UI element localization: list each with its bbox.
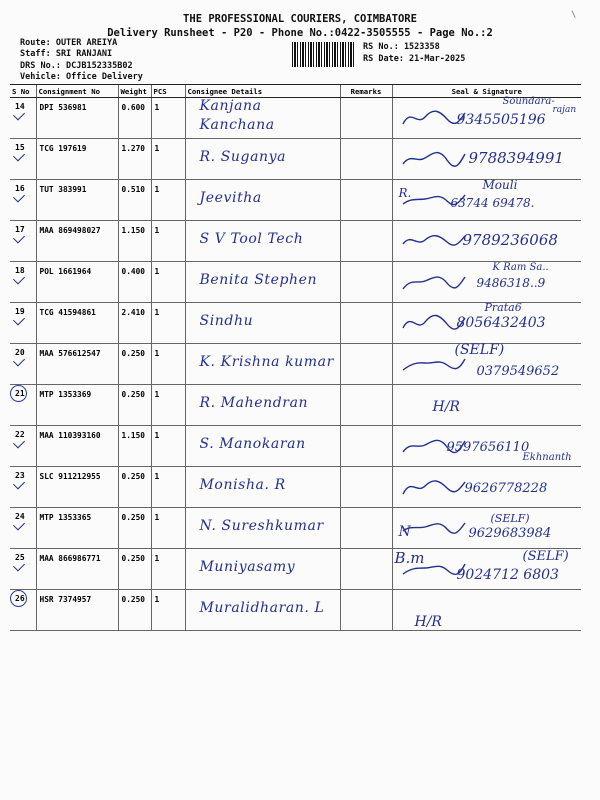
remarks-cell — [340, 385, 392, 426]
serial-number: 24 — [15, 512, 25, 521]
signature-cell — [392, 590, 581, 631]
consignment-number-cell — [36, 467, 118, 508]
pieces-count: 1 — [154, 103, 160, 112]
signature-cell — [392, 344, 581, 385]
signature-text: H/R — [414, 614, 442, 630]
table-row — [10, 549, 581, 590]
signature-text: (SELF) — [490, 512, 530, 525]
weight-value: 0.250 — [121, 472, 145, 481]
pieces-count-cell — [151, 180, 185, 221]
sno-cell — [10, 262, 36, 303]
pieces-count-cell — [151, 549, 185, 590]
drs-number: DRS No.: DCJB152335B02 — [20, 61, 133, 71]
consignment-number-cell — [36, 262, 118, 303]
consignment-number: TCG 41594861 — [39, 308, 96, 317]
sno-cell — [10, 98, 36, 139]
weight-value-cell — [118, 262, 151, 303]
weight-value-cell — [118, 180, 151, 221]
consignee-name: S V Tool Tech — [199, 231, 304, 247]
weight-value: 0.250 — [121, 595, 145, 604]
document-title: THE PROFESSIONAL COURIERS, COIMBATORE — [183, 13, 417, 25]
table-header-row — [10, 85, 581, 98]
consignment-number: MTP 1353369 — [39, 390, 92, 399]
pieces-count-cell — [151, 344, 185, 385]
signature-text: B.m — [394, 549, 425, 567]
weight-value: 0.250 — [121, 513, 145, 522]
consignment-number: MAA 869498027 — [39, 226, 101, 235]
table-row — [10, 385, 581, 426]
consignment-number: TUT 383991 — [39, 185, 87, 194]
consignment-number-cell — [36, 426, 118, 467]
signature-cell — [392, 385, 581, 426]
consignment-number: POL 1661964 — [39, 267, 92, 276]
sno-cell — [10, 426, 36, 467]
signature-text: R. — [398, 186, 412, 200]
signature-cell — [392, 467, 581, 508]
col-seal-signature: Seal & Signature — [392, 85, 581, 98]
circle-mark-icon — [10, 385, 27, 402]
consignee-cell — [185, 426, 340, 467]
consignee-name-line2: Kanchana — [199, 117, 275, 133]
signature-text: (SELF) — [522, 549, 569, 564]
remarks-cell — [340, 344, 392, 385]
pieces-count-cell — [151, 98, 185, 139]
rs-number: RS No.: 1523358 — [363, 42, 440, 52]
sno-cell — [10, 385, 36, 426]
weight-value: 0.250 — [121, 390, 145, 399]
table-row — [10, 303, 581, 344]
remarks-cell — [340, 426, 392, 467]
consignment-number-cell — [36, 549, 118, 590]
consignment-number-cell — [36, 139, 118, 180]
table-row — [10, 426, 581, 467]
consignment-number-cell — [36, 221, 118, 262]
col-sno: S No — [10, 85, 36, 98]
signature — [393, 139, 596, 179]
consignee-name: Muniyasamy — [199, 559, 296, 575]
signature-cell — [392, 303, 581, 344]
pieces-count: 1 — [154, 267, 160, 276]
consignee-cell — [185, 139, 340, 180]
signature-text: 9626778228 — [464, 481, 548, 496]
table-row — [10, 467, 581, 508]
serial-number: 15 — [15, 143, 25, 152]
signature-text: Prata6 — [484, 301, 522, 314]
table-row — [10, 262, 581, 303]
signature — [393, 98, 596, 138]
col-remarks: Remarks — [340, 85, 392, 98]
signature — [393, 221, 596, 261]
table-row — [10, 590, 581, 631]
table-row — [10, 508, 581, 549]
consignment-number: TCG 197619 — [39, 144, 87, 153]
table-row — [10, 98, 581, 139]
weight-value-cell — [118, 98, 151, 139]
consignment-number-cell — [36, 590, 118, 631]
pieces-count: 1 — [154, 595, 160, 604]
remarks-cell — [340, 139, 392, 180]
weight-value-cell — [118, 303, 151, 344]
pieces-count: 1 — [154, 144, 160, 153]
pieces-count-cell — [151, 303, 185, 344]
signature-scribble — [399, 142, 469, 176]
signature-text: 9629683984 — [468, 526, 552, 541]
consignee-name: K. Krishna kumar — [199, 354, 334, 370]
pieces-count: 1 — [154, 226, 160, 235]
sno-cell — [10, 549, 36, 590]
signature-scribble — [399, 224, 469, 258]
consignee-cell — [185, 98, 340, 139]
consignee-cell — [185, 385, 340, 426]
sno-cell — [10, 590, 36, 631]
weight-value: 0.250 — [121, 554, 145, 563]
signature-cell — [392, 180, 581, 221]
serial-number: 26 — [15, 594, 25, 603]
consignment-number: MAA 866986771 — [39, 554, 101, 563]
consignment-number-cell — [36, 98, 118, 139]
weight-value: 0.250 — [121, 349, 145, 358]
signature-text: K Ram Sa.. — [492, 262, 549, 273]
consignment-number: HSR 7374957 — [39, 595, 92, 604]
serial-number: 23 — [15, 471, 25, 480]
weight-value-cell — [118, 426, 151, 467]
consignee-name: R. Mahendran — [199, 395, 309, 411]
pieces-count-cell — [151, 426, 185, 467]
serial-number: 18 — [15, 266, 25, 275]
rs-date: RS Date: 21-Mar-2025 — [363, 54, 466, 64]
signature-cell — [392, 426, 581, 467]
col-consignment: Consignment No — [36, 85, 118, 98]
signature — [393, 344, 596, 384]
consignment-number-cell — [36, 508, 118, 549]
consignment-number: MAA 576612547 — [39, 349, 101, 358]
consignee-cell — [185, 549, 340, 590]
weight-value-cell — [118, 508, 151, 549]
signature — [393, 426, 596, 466]
weight-value: 1.150 — [121, 431, 145, 440]
remarks-cell — [340, 508, 392, 549]
consignee-cell — [185, 180, 340, 221]
serial-number: 25 — [15, 553, 25, 562]
sno-cell — [10, 139, 36, 180]
pieces-count: 1 — [154, 308, 160, 317]
pieces-count: 1 — [154, 472, 160, 481]
pieces-count: 1 — [154, 554, 160, 563]
consignment-number: SLC 911212955 — [39, 472, 101, 481]
col-consignee: Consignee Details — [185, 85, 340, 98]
signature-text: 8056432403 — [456, 315, 546, 331]
signature — [393, 590, 596, 630]
signature-cell — [392, 98, 581, 139]
signature-text: rajan — [552, 105, 577, 115]
remarks-cell — [340, 180, 392, 221]
sno-cell — [10, 508, 36, 549]
table-row — [10, 344, 581, 385]
weight-value-cell — [118, 467, 151, 508]
consignment-number-cell — [36, 344, 118, 385]
consignee-name: Sindhu — [199, 313, 254, 329]
signature-scribble — [399, 470, 469, 504]
signature-cell — [392, 549, 581, 590]
pieces-count-cell — [151, 139, 185, 180]
serial-number: 21 — [15, 389, 25, 398]
consignee-name: Monisha. R — [199, 477, 286, 493]
signature-text: 9024712 6803 — [456, 567, 559, 583]
signature-text: 63744 69478. — [450, 196, 535, 210]
weight-value-cell — [118, 344, 151, 385]
consignee-name: Muralidharan. L — [199, 600, 325, 616]
weight-value: 2.410 — [121, 308, 145, 317]
pieces-count: 1 — [154, 349, 160, 358]
col-weight: Weight — [118, 85, 151, 98]
signature-cell — [392, 262, 581, 303]
remarks-cell — [340, 303, 392, 344]
pieces-count: 1 — [154, 513, 160, 522]
weight-value-cell — [118, 385, 151, 426]
consignment-number-cell — [36, 385, 118, 426]
consignment-number-cell — [36, 180, 118, 221]
consignee-cell — [185, 344, 340, 385]
signature-text: 9788394991 — [468, 149, 564, 167]
weight-value: 1.270 — [121, 144, 145, 153]
remarks-cell — [340, 262, 392, 303]
signature-text: 0379549652 — [476, 364, 560, 379]
pieces-count-cell — [151, 590, 185, 631]
signature — [393, 508, 596, 548]
serial-number: 20 — [15, 348, 25, 357]
pieces-count-cell — [151, 385, 185, 426]
weight-value-cell — [118, 590, 151, 631]
consignee-cell — [185, 508, 340, 549]
consignee-cell — [185, 221, 340, 262]
sno-cell — [10, 303, 36, 344]
signature — [393, 180, 596, 220]
weight-value-cell — [118, 221, 151, 262]
staff-label: Staff: SRI RANJANI — [20, 49, 113, 59]
sno-cell — [10, 467, 36, 508]
pieces-count: 1 — [154, 390, 160, 399]
sno-cell — [10, 221, 36, 262]
signature — [393, 385, 596, 425]
consignee-name: Benita Stephen — [199, 272, 318, 288]
consignment-number-cell — [36, 303, 118, 344]
circle-mark-icon — [10, 590, 27, 607]
consignee-cell — [185, 303, 340, 344]
consignee-name: N. Sureshkumar — [199, 518, 324, 534]
document-subtitle: Delivery Runsheet - P20 - Phone No.:0422-3505555 - Page No.:2 — [107, 27, 493, 39]
signature-text: Soundara- — [502, 96, 555, 107]
weight-value: 0.400 — [121, 267, 145, 276]
remarks-cell — [340, 590, 392, 631]
signature-text: Mouli — [482, 178, 518, 192]
table-row — [10, 139, 581, 180]
consignee-cell — [185, 467, 340, 508]
pieces-count-cell — [151, 508, 185, 549]
pieces-count: 1 — [154, 431, 160, 440]
signature-text: 9789236068 — [462, 231, 558, 249]
remarks-cell — [340, 549, 392, 590]
table-row — [10, 180, 581, 221]
signature-cell — [392, 221, 581, 262]
signature-text: 9486318..9 — [476, 276, 546, 290]
weight-value-cell — [118, 549, 151, 590]
sno-cell — [10, 180, 36, 221]
consignee-cell — [185, 590, 340, 631]
weight-value: 0.510 — [121, 185, 145, 194]
consignee-name: S. Manokaran — [199, 436, 306, 452]
consignment-number: MAA 110393160 — [39, 431, 101, 440]
consignee-cell — [185, 262, 340, 303]
signature-text: 9597656110 — [446, 440, 530, 455]
remarks-cell — [340, 467, 392, 508]
remarks-cell — [340, 98, 392, 139]
pieces-count: 1 — [154, 185, 160, 194]
route-label: Route: OUTER AREIYA — [20, 38, 118, 48]
serial-number: 22 — [15, 430, 25, 439]
signature — [393, 467, 596, 507]
signature-cell — [392, 508, 581, 549]
consignment-number: DPI 536981 — [39, 103, 87, 112]
signature-text: (SELF) — [454, 342, 505, 358]
runsheet-table — [10, 84, 581, 631]
consignee-name: R. Suganya — [199, 149, 287, 165]
serial-number: 14 — [15, 102, 25, 111]
consignee-name: Kanjana — [199, 98, 262, 114]
consignment-number: MTP 1353365 — [39, 513, 92, 522]
signature — [393, 549, 596, 589]
signature-text: 9345505196 — [456, 112, 546, 128]
weight-value: 1.150 — [121, 226, 145, 235]
weight-value: 0.600 — [121, 103, 145, 112]
vehicle-label: Vehicle: Office Delivery — [20, 72, 143, 82]
serial-number: 19 — [15, 307, 25, 316]
signature-scribble — [399, 265, 469, 299]
corner-mark: \ — [571, 10, 577, 20]
signature — [393, 262, 596, 302]
pieces-count-cell — [151, 221, 185, 262]
weight-value-cell — [118, 139, 151, 180]
pieces-count-cell — [151, 262, 185, 303]
signature-cell — [392, 139, 581, 180]
col-pcs: PCS — [151, 85, 185, 98]
signature-text: Ekhnanth — [522, 452, 572, 463]
signature — [393, 303, 596, 343]
consignee-name: Jeevitha — [199, 190, 262, 206]
table-row — [10, 221, 581, 262]
remarks-cell — [340, 221, 392, 262]
signature-text: N — [398, 524, 411, 540]
sno-cell — [10, 344, 36, 385]
barcode — [292, 42, 354, 67]
pieces-count-cell — [151, 467, 185, 508]
signature-text: H/R — [432, 399, 460, 415]
serial-number: 16 — [15, 184, 25, 193]
serial-number: 17 — [15, 225, 25, 234]
